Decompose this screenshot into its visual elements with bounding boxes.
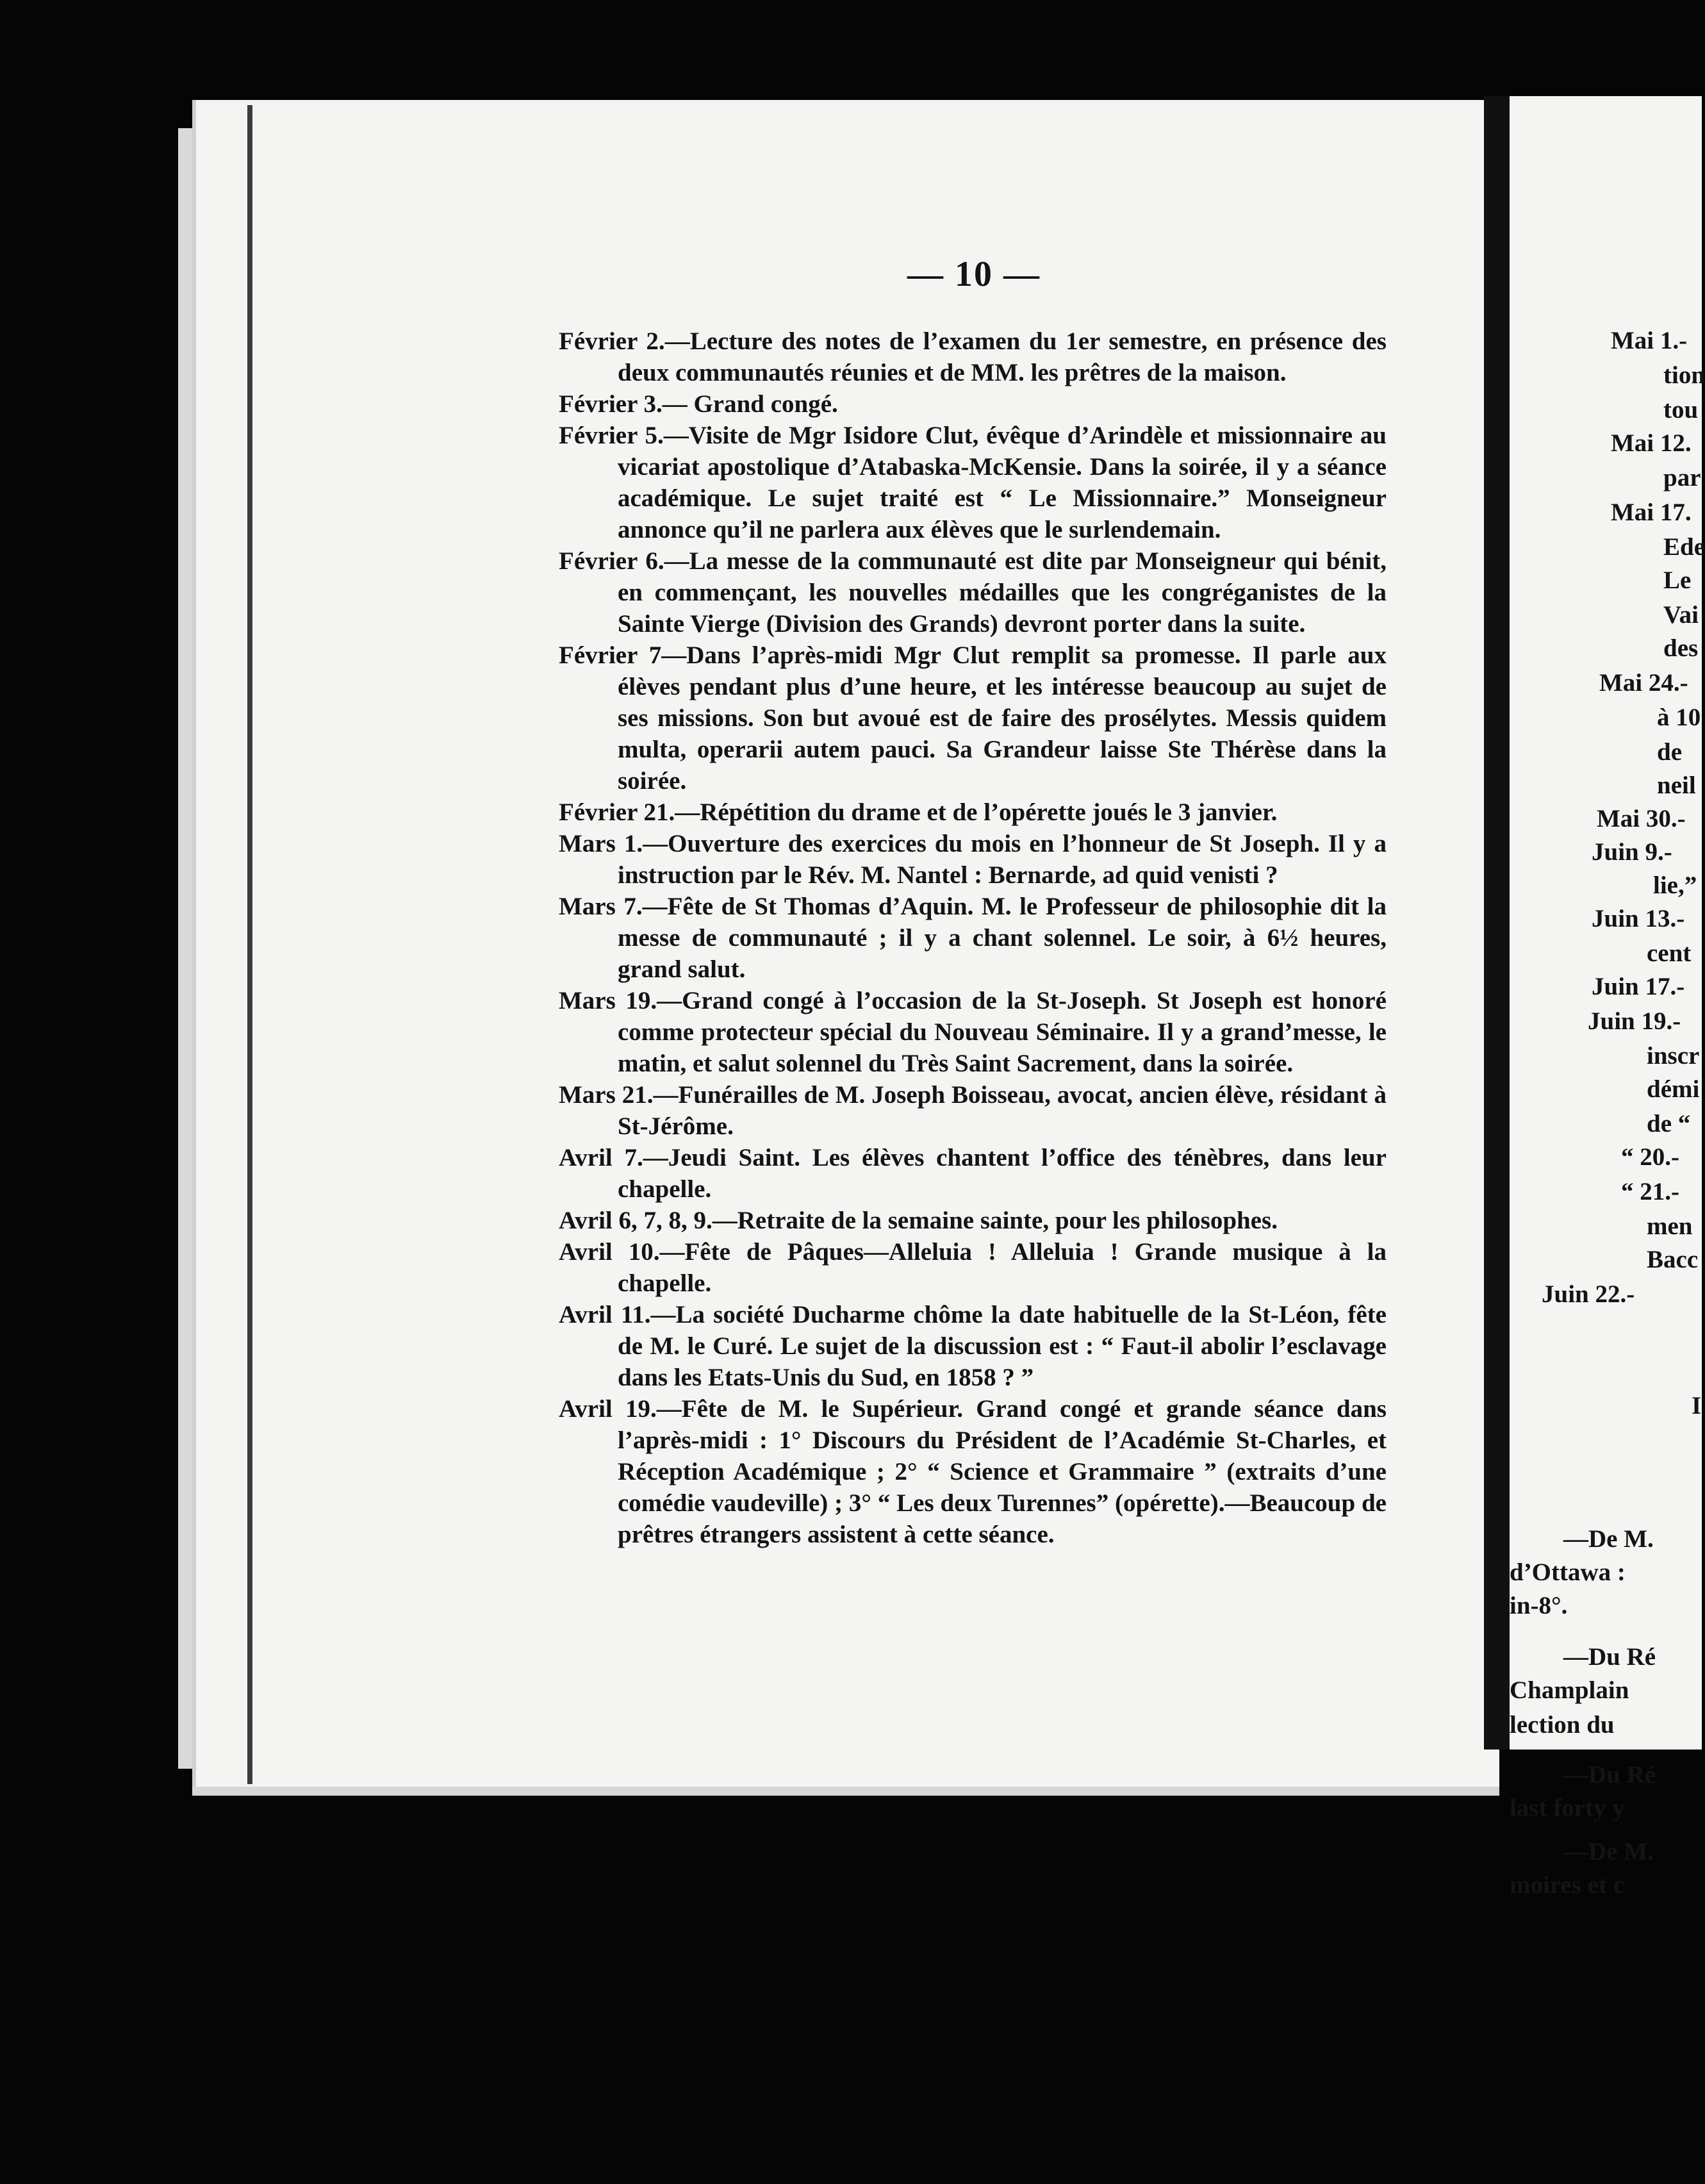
right-fragment: par <box>1663 464 1701 492</box>
right-fragment: —De M. <box>1563 1525 1654 1553</box>
chronicle-entry <box>559 388 1387 420</box>
right-fragment: men <box>1647 1212 1693 1240</box>
entry-date: Avril 6, 7, 8, 9. <box>559 1207 712 1234</box>
right-fragment: Mai 30.- <box>1597 805 1686 832</box>
entry-date: Mars 7. <box>559 893 643 920</box>
right-fragment: —De M. <box>1563 1838 1654 1866</box>
right-fragment: Vai <box>1663 601 1699 629</box>
right-page-fragments <box>1510 96 1705 1899</box>
entry-text: —Lecture des notes de l’examen du 1er semestre, en présence des deux communautés réunies et de MM. les prêtres de la maison. <box>618 327 1387 386</box>
right-fragment: des <box>1663 634 1699 662</box>
chronicle-entry <box>559 545 1387 640</box>
right-fragment: de <box>1657 738 1682 766</box>
entry-text: — Grand congé. <box>662 390 838 418</box>
right-fragment: moires et c <box>1510 1871 1625 1899</box>
entry-date: Avril 10. <box>559 1238 660 1266</box>
entry-text: —Retraite de la semaine sainte, pour les philosophes. <box>712 1207 1278 1234</box>
entry-text: —Fête de M. le Supérieur. Grand congé et grande séance dans l’après-midi : 1° Discours du Président de l’Académie St-Charles, et Réception Académique ; 2° “ Science et Grammaire ” (extraits d’une comédie vaudeville) ; 3° “ Les deux Turennes” (opérette).—Beaucoup de prêtres étrangers assistent à cette séance. <box>618 1395 1387 1548</box>
entry-date: Avril 7. <box>559 1144 643 1171</box>
right-fragment: in-8°. <box>1510 1592 1568 1619</box>
entry-date: Mars 21. <box>559 1081 654 1109</box>
entry-text: —Grand congé à l’occasion de la St-Joseph. St Joseph est honoré comme protecteur spécial du Nouveau Séminaire. Il y a grand’messe, le matin, et salut solennel du Très Saint Sacrement, dans la soirée. <box>618 987 1387 1077</box>
entry-date: Avril 11. <box>559 1301 651 1328</box>
right-fragment: d’Ottawa : <box>1510 1559 1626 1586</box>
right-fragment: Juin 19.- <box>1588 1007 1681 1035</box>
chronicle-entry <box>559 1205 1387 1236</box>
right-fragment: —Du Ré <box>1563 1761 1656 1789</box>
right-fragment: “ 21.- <box>1621 1178 1679 1205</box>
right-fragment: Mai 24.- <box>1599 669 1688 697</box>
right-fragment: neil <box>1657 772 1696 799</box>
right-fragment: Juin 13.- <box>1592 905 1685 932</box>
entry-date: Février 6. <box>559 547 664 575</box>
entry-date: Avril 19. <box>559 1395 657 1423</box>
right-fragment: Champlain <box>1510 1676 1629 1704</box>
chronicle-entry <box>559 420 1387 545</box>
entry-text: —Funérailles de M. Joseph Boisseau, avocat, ancien élève, résidant à St-Jérôme. <box>618 1081 1387 1140</box>
right-fragment: Le <box>1663 567 1692 594</box>
entry-date: Février 7 <box>559 641 662 669</box>
chronicle-entry <box>559 640 1387 797</box>
entry-text: —La messe de la communauté est dite par Monseigneur qui bénit, en commençant, les nouvelles médailles que les congréganistes de la Sainte Vierge (Division des Grands) devront porter dans la suite. <box>618 547 1387 638</box>
entry-text: —La société Ducharme chôme la date habituelle de la St-Léon, fête de M. le Curé. Le sujet de la discussion est : “ Faut-il abolir l’esclavage dans les Etats-Unis du Sud, en 1858 ? ” <box>618 1301 1387 1391</box>
entry-date: Mars 19. <box>559 987 657 1014</box>
entry-date: Février 21. <box>559 798 675 826</box>
right-fragment: tou <box>1663 396 1699 424</box>
entry-date: Février 3. <box>559 390 663 418</box>
right-fragment: —Du Ré <box>1563 1643 1656 1671</box>
entry-date: Février 2. <box>559 327 665 355</box>
right-fragment: Ede <box>1663 533 1705 561</box>
chronicle-entry <box>559 1079 1387 1142</box>
entry-text: —Ouverture des exercices du mois en l’honneur de St Joseph. Il y a instruction par le Rév. M. Nantel : Bernarde, ad quid venisti ? <box>618 830 1387 889</box>
right-fragment: Mai 17. <box>1611 499 1692 526</box>
entry-date: Mars 1. <box>559 830 643 857</box>
right-fragment: last forty y <box>1510 1794 1625 1822</box>
chronicle-entries <box>559 326 1387 1774</box>
chronicle-entry <box>559 1299 1387 1393</box>
right-fragment: Juin 9.- <box>1592 838 1672 866</box>
chronicle-entry <box>559 1393 1387 1550</box>
right-fragment: Bacc <box>1647 1246 1699 1273</box>
entry-text: —Répétition du drame et de l’opérette joués le 3 janvier. <box>675 798 1278 826</box>
chronicle-entry <box>559 828 1387 891</box>
right-fragment: “ 20.- <box>1621 1143 1679 1171</box>
chronicle-entry <box>559 891 1387 985</box>
right-fragment: Mai 12. <box>1611 429 1692 457</box>
entry-text: —Jeudi Saint. Les élèves chantent l’office des ténèbres, dans leur chapelle. <box>618 1144 1387 1203</box>
chronicle-entry <box>559 797 1387 828</box>
right-fragment: Juin 17.- <box>1592 973 1685 1000</box>
chronicle-entry <box>559 1142 1387 1205</box>
chronicle-entry <box>559 1236 1387 1299</box>
entry-text: —Fête de Pâques—Alleluia ! Alleluia ! Grande musique à la chapelle. <box>618 1238 1387 1297</box>
page-number: — 10 — <box>907 254 1041 294</box>
right-fragment: à 10 <box>1657 704 1701 731</box>
right-fragment: démi <box>1647 1075 1700 1103</box>
right-fragment: cent <box>1647 939 1692 967</box>
entry-text: —Fête de St Thomas d’Aquin. M. le Professeur de philosophie dit la messe de communauté ; il y a chant solennel. Le soir, à 6½ heures, grand salut. <box>618 893 1387 983</box>
entry-date: Février 5. <box>559 422 664 449</box>
right-fragment: lection du <box>1510 1711 1615 1739</box>
chronicle-entry <box>559 985 1387 1079</box>
right-fragment: de “ <box>1647 1110 1691 1138</box>
chronicle-entry <box>559 326 1387 388</box>
right-fragment: inscr <box>1647 1042 1700 1070</box>
right-fragment: Juin 22.- <box>1542 1280 1635 1308</box>
right-fragment: I <box>1692 1392 1702 1419</box>
entry-text: —Visite de Mgr Isidore Clut, évêque d’Arindèle et missionnaire au vicariat apostolique d’Atabaska-McKensie. Dans la soirée, il y a séance académique. Le sujet traité est “ Le Missionnaire.” Monseigneur annonce qu’il ne parlera aux élèves que le surlendemain. <box>618 422 1387 543</box>
entry-text: —Dans l’après-midi Mgr Clut remplit sa promesse. Il parle aux élèves pendant plus d’une heure, et les intéresse beaucoup au sujet de ses missions. Son but avoué est de faire des prosélytes. Messis quidem multa, operarii autem pauci. Sa Grandeur laisse Ste Thérèse dans la soirée. <box>618 641 1387 795</box>
right-fragment: lie,” <box>1653 872 1697 899</box>
book-gutter <box>1484 96 1510 1750</box>
right-fragment: Mai 1.- <box>1611 327 1688 354</box>
right-fragment: tion <box>1663 361 1705 389</box>
